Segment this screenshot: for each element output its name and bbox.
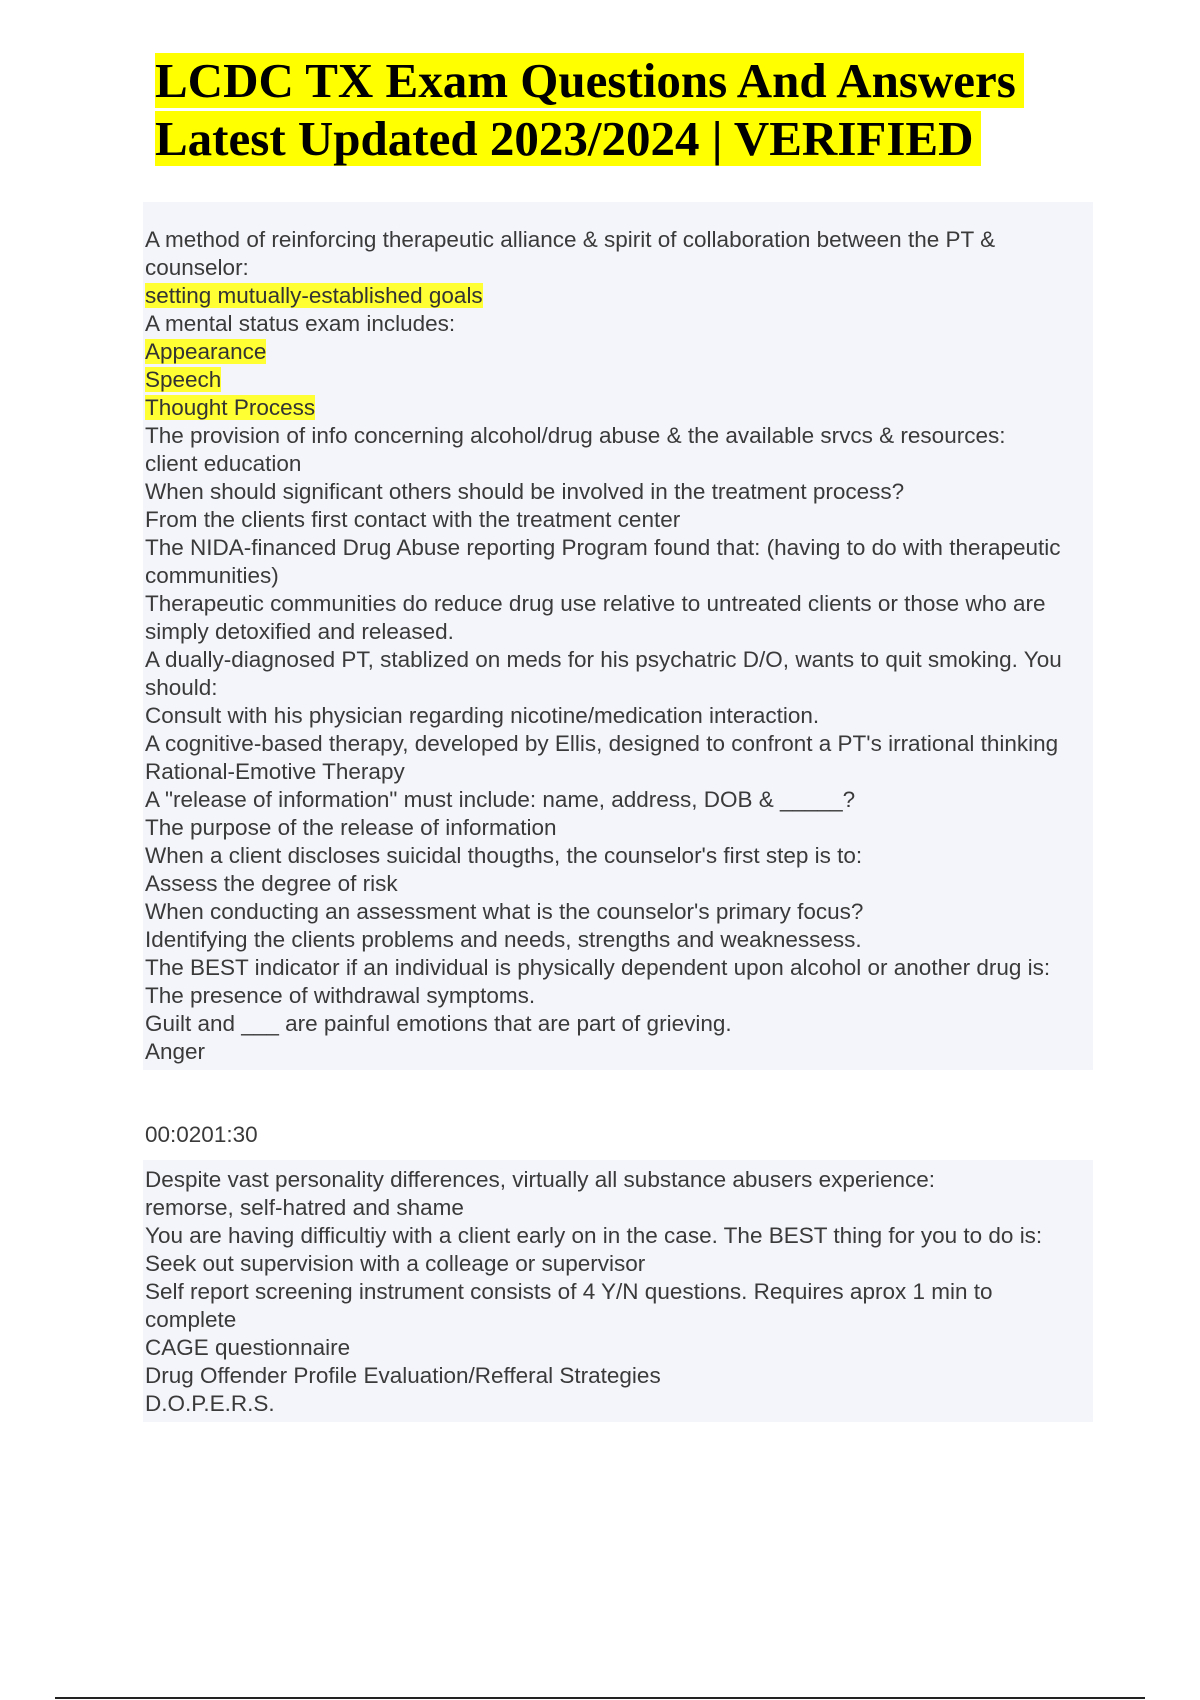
qa-section-1 <box>143 202 1093 1070</box>
qa-line <box>145 898 1087 926</box>
qa-line <box>145 786 1087 814</box>
line-text: A dually-diagnosed PT, stablized on meds for his psychatric D/O, wants to quit smoking. You should: <box>145 647 1062 700</box>
line-text: When conducting an assessment what is the counselor's primary focus? <box>145 899 864 924</box>
qa-line <box>145 422 1087 450</box>
line-text: The presence of withdrawal symptoms. <box>145 983 536 1008</box>
qa-line <box>145 926 1087 954</box>
qa-line <box>145 1222 1087 1250</box>
line-text: D.O.P.E.R.S. <box>145 1391 275 1416</box>
qa-line <box>145 646 1087 702</box>
qa-line <box>145 534 1087 590</box>
line-text: A mental status exam includes: <box>145 311 456 336</box>
line-text: Identifying the clients problems and needs, strengths and weaknessess. <box>145 927 862 952</box>
qa-line <box>145 450 1087 478</box>
footer-divider <box>55 1697 1145 1699</box>
line-text: You are having difficultiy with a client early on in the case. The BEST thing for you to do is: <box>145 1223 1043 1248</box>
line-text: From the clients first contact with the treatment center <box>145 507 681 532</box>
qa-line <box>145 1038 1087 1066</box>
qa-section-2 <box>143 1160 1093 1422</box>
title-line-1: LCDC TX Exam Questions And Answers <box>155 53 1024 108</box>
line-text: When a client discloses suicidal thougths, the counselor's first step is to: <box>145 843 863 868</box>
qa-line <box>145 870 1087 898</box>
qa-line <box>145 394 1087 422</box>
line-text: The NIDA-financed Drug Abuse reporting Program found that: (having to do with therapeutic communities) <box>145 535 1061 588</box>
line-text: Rational-Emotive Therapy <box>145 759 405 784</box>
qa-line <box>145 226 1087 282</box>
line-text: The provision of info concerning alcohol/drug abuse & the available srvcs & resources: <box>145 423 1006 448</box>
timestamp-text: 00:0201:30 <box>145 1122 258 1147</box>
qa-line <box>145 1390 1087 1418</box>
qa-line <box>145 506 1087 534</box>
line-text: Despite vast personality differences, virtually all substance abusers experience: <box>145 1167 935 1192</box>
qa-line <box>145 478 1087 506</box>
qa-line <box>145 1010 1087 1038</box>
qa-line <box>145 702 1087 730</box>
line-text: remorse, self-hatred and shame <box>145 1195 464 1220</box>
qa-line <box>145 1334 1087 1362</box>
line-text: Assess the degree of risk <box>145 871 398 896</box>
line-text: The BEST indicator if an individual is physically dependent upon alcohol or another drug is: <box>145 955 1051 980</box>
line-text: When should significant others should be involved in the treatment process? <box>145 479 905 504</box>
highlighted-answer-text: Speech <box>145 367 222 392</box>
line-text: Seek out supervision with a colleage or supervisor <box>145 1251 646 1276</box>
highlighted-answer-text: Appearance <box>145 339 267 364</box>
line-text: CAGE questionnaire <box>145 1335 351 1360</box>
line-text: A cognitive-based therapy, developed by Ellis, designed to confront a PT's irrational thinking <box>145 731 1059 756</box>
line-text: Guilt and ___ are painful emotions that are part of grieving. <box>145 1011 732 1036</box>
line-text: client education <box>145 451 302 476</box>
qa-line <box>145 758 1087 786</box>
line-text: Consult with his physician regarding nicotine/medication interaction. <box>145 703 820 728</box>
qa-line <box>145 842 1087 870</box>
qa-line <box>145 310 1087 338</box>
qa-line <box>145 1166 1087 1194</box>
qa-line <box>145 1194 1087 1222</box>
highlighted-answer-text: Thought Process <box>145 395 316 420</box>
line-text: A method of reinforcing therapeutic alliance & spirit of collaboration between the PT & counselor: <box>145 227 996 280</box>
qa-line <box>145 1278 1087 1334</box>
line-text: Self report screening instrument consists of 4 Y/N questions. Requires aprox 1 min to complete <box>145 1279 993 1332</box>
line-text: Therapeutic communities do reduce drug use relative to untreated clients or those who are simply detoxified and released. <box>145 591 1046 644</box>
qa-line <box>145 366 1087 394</box>
line-text: A "release of information" must include: name, address, DOB & _____? <box>145 787 856 812</box>
qa-line <box>145 1362 1087 1390</box>
qa-line <box>145 590 1087 646</box>
qa-line <box>145 1250 1087 1278</box>
line-text: Drug Offender Profile Evaluation/Refferal Strategies <box>145 1363 661 1388</box>
qa-line <box>145 282 1087 310</box>
qa-line <box>145 730 1087 758</box>
title-line-2: Latest Updated 2023/2024 | VERIFIED <box>155 111 981 166</box>
line-text: Anger <box>145 1039 206 1064</box>
qa-line <box>145 982 1087 1010</box>
line-text: The purpose of the release of information <box>145 815 557 840</box>
qa-line <box>145 814 1087 842</box>
highlighted-answer-text: setting mutually-established goals <box>145 283 483 308</box>
document-title <box>155 52 1024 168</box>
qa-line <box>145 954 1087 982</box>
qa-line <box>145 338 1087 366</box>
